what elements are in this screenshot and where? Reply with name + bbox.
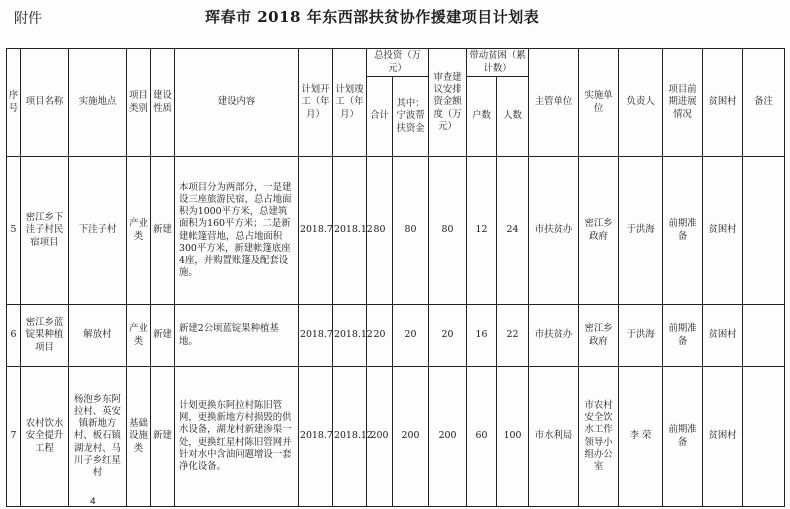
row-location: 解放村 <box>69 305 127 367</box>
row-invest-total: 20 <box>367 305 393 367</box>
row-remark <box>743 157 785 305</box>
col-households: 户数 <box>467 77 497 157</box>
row-invest-ningbo: 80 <box>393 157 429 305</box>
col-no: 序号 <box>7 49 21 157</box>
row-households: 12 <box>467 157 497 305</box>
col-invest-total: 合计 <box>367 77 393 157</box>
row-remark <box>743 367 785 507</box>
row-village: 贫困村 <box>703 367 743 507</box>
col-category: 项目类别 <box>127 49 151 157</box>
row-nature: 新建 <box>151 157 175 305</box>
row-progress: 前期准备 <box>663 157 703 305</box>
row-leader: 李 荣 <box>619 367 663 507</box>
col-end: 计划竣工（年月） <box>333 49 367 157</box>
col-supervisor: 主管单位 <box>529 49 579 157</box>
row-village: 贫困村 <box>703 157 743 305</box>
row-name: 农村饮水安全提升工程 <box>21 367 69 507</box>
row-start: 2018.7 <box>299 367 333 507</box>
row-no: 7 <box>7 367 21 507</box>
col-invest-group: 总投资（万元） <box>367 49 429 77</box>
col-nature: 建设性质 <box>151 49 175 157</box>
row-invest-ningbo: 20 <box>393 305 429 367</box>
table-row <box>7 157 785 305</box>
row-no: 5 <box>7 157 21 305</box>
col-start: 计划开工（年月） <box>299 49 333 157</box>
col-invest-ningbo: 其中：宁波帮扶资金 <box>393 77 429 157</box>
row-name: 密江乡下洼子村民宿项目 <box>21 157 69 305</box>
row-content: 计划更换东阿拉村陈旧管网，更换新地方村损毁的供水设备，湖龙村新建渗渠一处，更换红星村陈旧管网并针对水中含油问题增设一套净化设备。 <box>175 367 299 507</box>
row-end: 2018.12 <box>333 157 367 305</box>
project-plan-table <box>6 48 785 507</box>
row-supervisor: 市扶贫办 <box>529 157 579 305</box>
row-category: 产业类 <box>127 305 151 367</box>
row-leader: 于洪海 <box>619 305 663 367</box>
col-content: 建设内容 <box>175 49 299 157</box>
row-end: 2018.12 <box>333 305 367 367</box>
row-supervisor: 市水利局 <box>529 367 579 507</box>
col-village: 贫困村 <box>703 49 743 157</box>
col-location: 实施地点 <box>69 49 127 157</box>
col-progress: 项目前期进展情况 <box>663 49 703 157</box>
col-name: 项目名称 <box>21 49 69 157</box>
row-name: 密江乡蓝锭果种植项目 <box>21 305 69 367</box>
row-review: 200 <box>429 367 467 507</box>
row-category: 产业类 <box>127 157 151 305</box>
row-households: 60 <box>467 367 497 507</box>
row-content: 新建2公顷蓝锭果种植基地。 <box>175 305 299 367</box>
row-invest-total: 80 <box>367 157 393 305</box>
row-start: 2018.7 <box>299 157 333 305</box>
row-review: 20 <box>429 305 467 367</box>
row-households: 16 <box>467 305 497 367</box>
row-persons: 22 <box>497 305 529 367</box>
row-implementer: 市农村安全饮水工作领导小组办公室 <box>579 367 619 507</box>
col-leader: 负责人 <box>619 49 663 157</box>
row-progress: 前期准备 <box>663 305 703 367</box>
row-review: 80 <box>429 157 467 305</box>
row-persons: 100 <box>497 367 529 507</box>
col-persons: 人数 <box>497 77 529 157</box>
row-category: 基础设施类 <box>127 367 151 507</box>
col-review: 审查建议安排资金额度（万元） <box>429 49 467 157</box>
row-village: 贫困村 <box>703 305 743 367</box>
col-poverty-group: 带动贫困（累计数） <box>467 49 529 77</box>
row-persons: 24 <box>497 157 529 305</box>
table-row <box>7 367 785 507</box>
row-remark <box>743 305 785 367</box>
row-content: 本项目分为两部分，一是建设三座旅游民宿，总占地面积为1000平方米，总建筑面积为160平方米；二是新建帐篷营地，总占地面积300平方米，新建帐篷底座4座，并购置账篷及配套设施。 <box>175 157 299 305</box>
page-number: 4 <box>90 497 96 507</box>
attachment-label: 附件 <box>14 11 42 27</box>
row-start: 2018.7 <box>299 305 333 367</box>
page-title: 珲春市 2018 年东西部扶贫协作援建项目计划表 <box>205 8 540 26</box>
row-location: 下洼子村 <box>69 157 127 305</box>
row-implementer: 密江乡政府 <box>579 157 619 305</box>
row-nature: 新建 <box>151 305 175 367</box>
row-leader: 于洪海 <box>619 157 663 305</box>
col-implementer: 实施单位 <box>579 49 619 157</box>
row-progress: 前期准备 <box>663 367 703 507</box>
row-implementer: 密江乡政府 <box>579 305 619 367</box>
row-end: 2018.12 <box>333 367 367 507</box>
table-row <box>7 305 785 367</box>
col-remark: 备注 <box>743 49 785 157</box>
row-location: 杨泡乡东阿拉村、英安镇新地方村、板石镇湖龙村、马川子乡红星村 <box>69 367 127 507</box>
row-invest-ningbo: 200 <box>393 367 429 507</box>
row-no: 6 <box>7 305 21 367</box>
row-invest-total: 200 <box>367 367 393 507</box>
row-nature: 新建 <box>151 367 175 507</box>
row-supervisor: 市扶贫办 <box>529 305 579 367</box>
